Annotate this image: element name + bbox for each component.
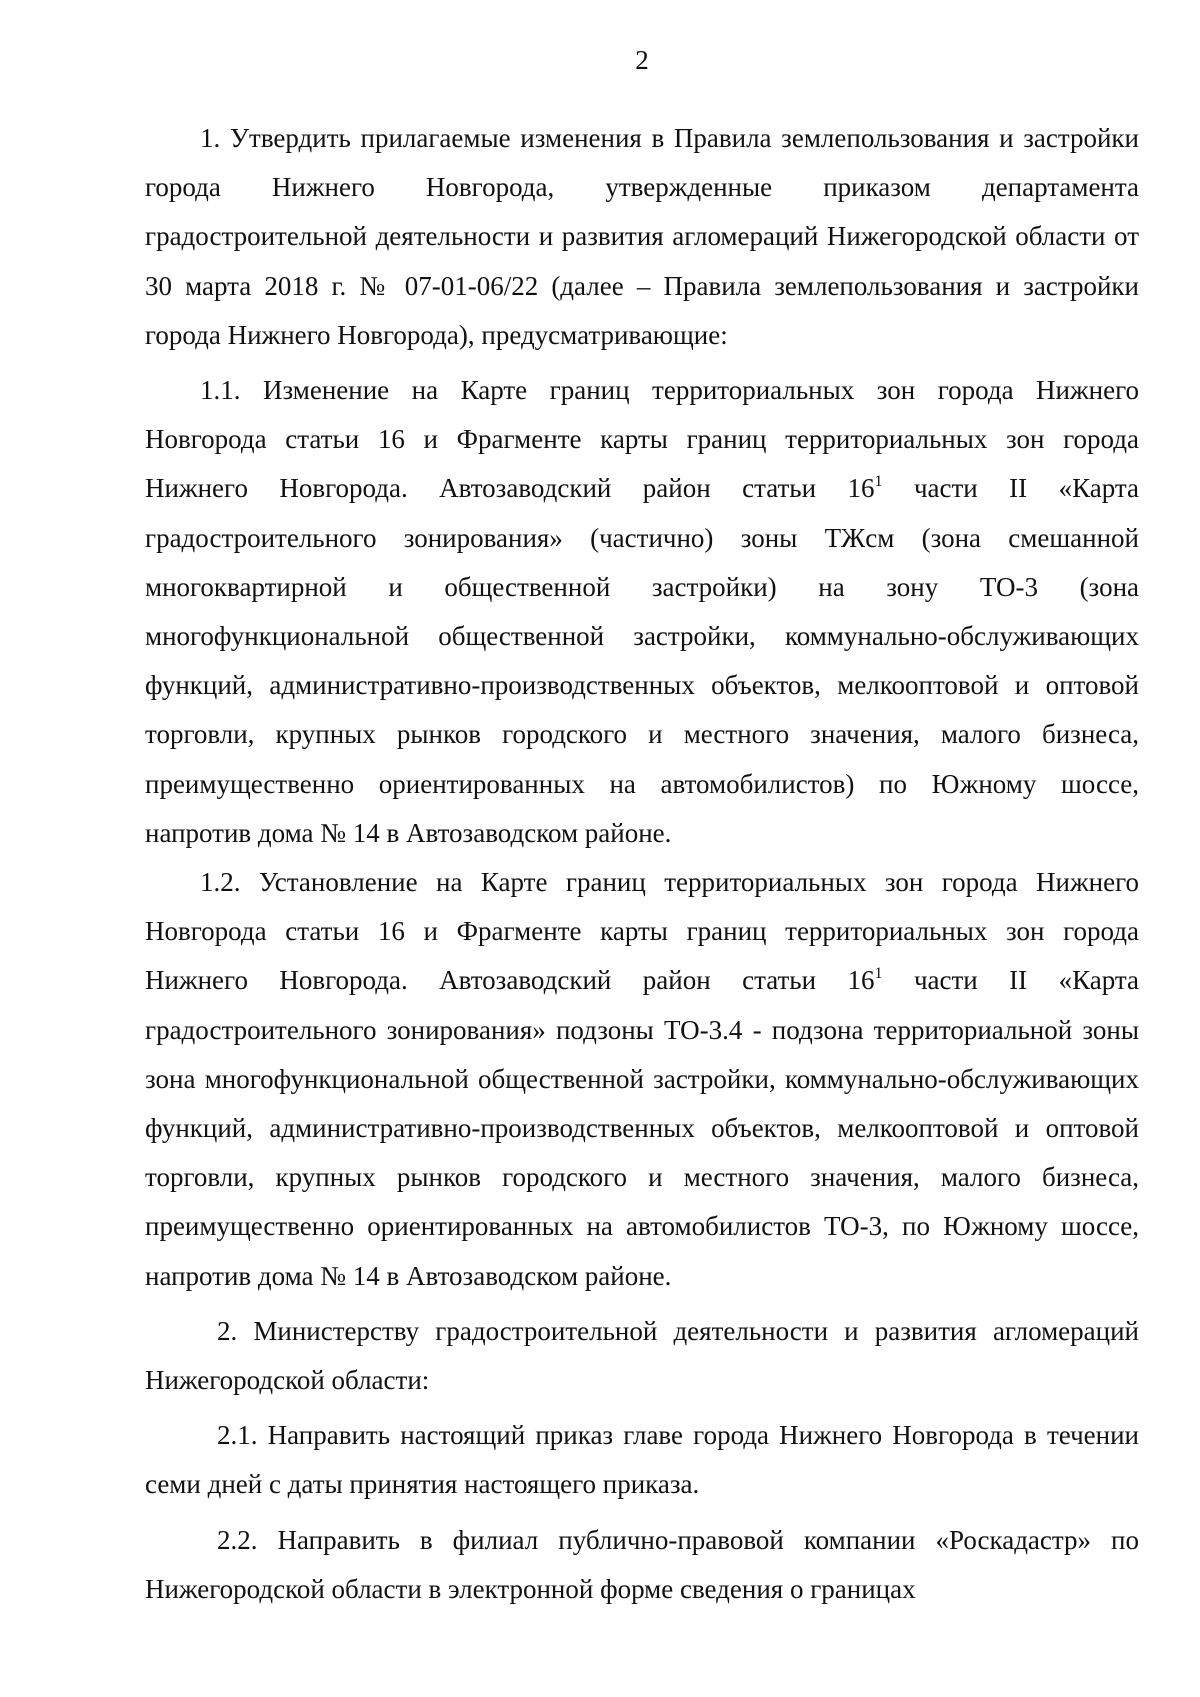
superscript-1: 1 [874, 473, 883, 491]
paragraph-1-1 [145, 366, 1139, 858]
paragraph-1-2-text-end: части II «Карта градостроительного зонирования» подзоны ТО-3.4 - подзона территориальной зоны зона многофункциональной общественной застройки, коммунально-обслуживающих функций, административно-производственных объектов, мелкооптовой и оптовой торговли, крупных рынков городского и местного значения, малого бизнеса, преимущественно ориентированных на автомобилистов ТО-3, по Южному шоссе, напротив дома № 14 в Автозаводском районе. [145, 965, 1139, 1291]
paragraph-2-1: 2.1. Направить настоящий приказ главе города Нижнего Новгорода в течении семи дней с даты принятия настоящего приказа. [145, 1420, 1139, 1500]
paragraph-2-2: 2.2. Направить в филиал публично-правовой компании «Роскадастр» по Нижегородской области в электронной форме сведения о границах [145, 1524, 1139, 1604]
page-number: 2 [635, 45, 649, 75]
paragraph-1-1-text-start: 1.1. Изменение на Карте границ территориальных зон города Нижнего Новгорода статьи 16 и Фрагменте карты границ территориальных зон города Нижнего Новгорода. Автозаводский район статьи 16 [145, 375, 1139, 504]
paragraph-1-1-text-end: части II «Карта градостроительного зонирования» (частично) зоны ТЖсм (зона смешанной многоквартирной и общественной застройки) на зону ТО-3 (зона многофункциональной общественной застройки, коммунально-обслуживающих функций, административно-производственных объектов, мелкооптовой и оптовой торговли, крупных рынков городского и местного значения, малого бизнеса, преимущественно ориентированных на автомобилистов) по Южному шоссе, напротив дома № 14 в Автозаводском районе. [145, 473, 1139, 848]
paragraph-1-2 [145, 858, 1139, 1301]
paragraph-2: 2. Министерству градостроительной деятельности и развития агломераций Нижегородской области: [145, 1315, 1139, 1396]
document-body [145, 114, 1139, 1614]
paragraph-1-2-text-start: 1.2. Установление на Карте границ территориальных зон города Нижнего Новгорода статьи 16 и Фрагменте карты границ территориальных зон города Нижнего Новгорода. Автозаводский район статьи 16 [145, 867, 1139, 996]
paragraph-1: 1. Утвердить прилагаемые изменения в Правила землепользования и застройки города Нижнего Новгорода, утвержденные приказом департамента градостроительной деятельности и развития агломераций Нижегородской области от 30 марта 2018 г. № 07-01-06/22 (далее – Правила землепользования и застройки города Нижнего Новгорода), предусматривающие: [145, 123, 1139, 350]
superscript-1: 1 [874, 965, 883, 983]
